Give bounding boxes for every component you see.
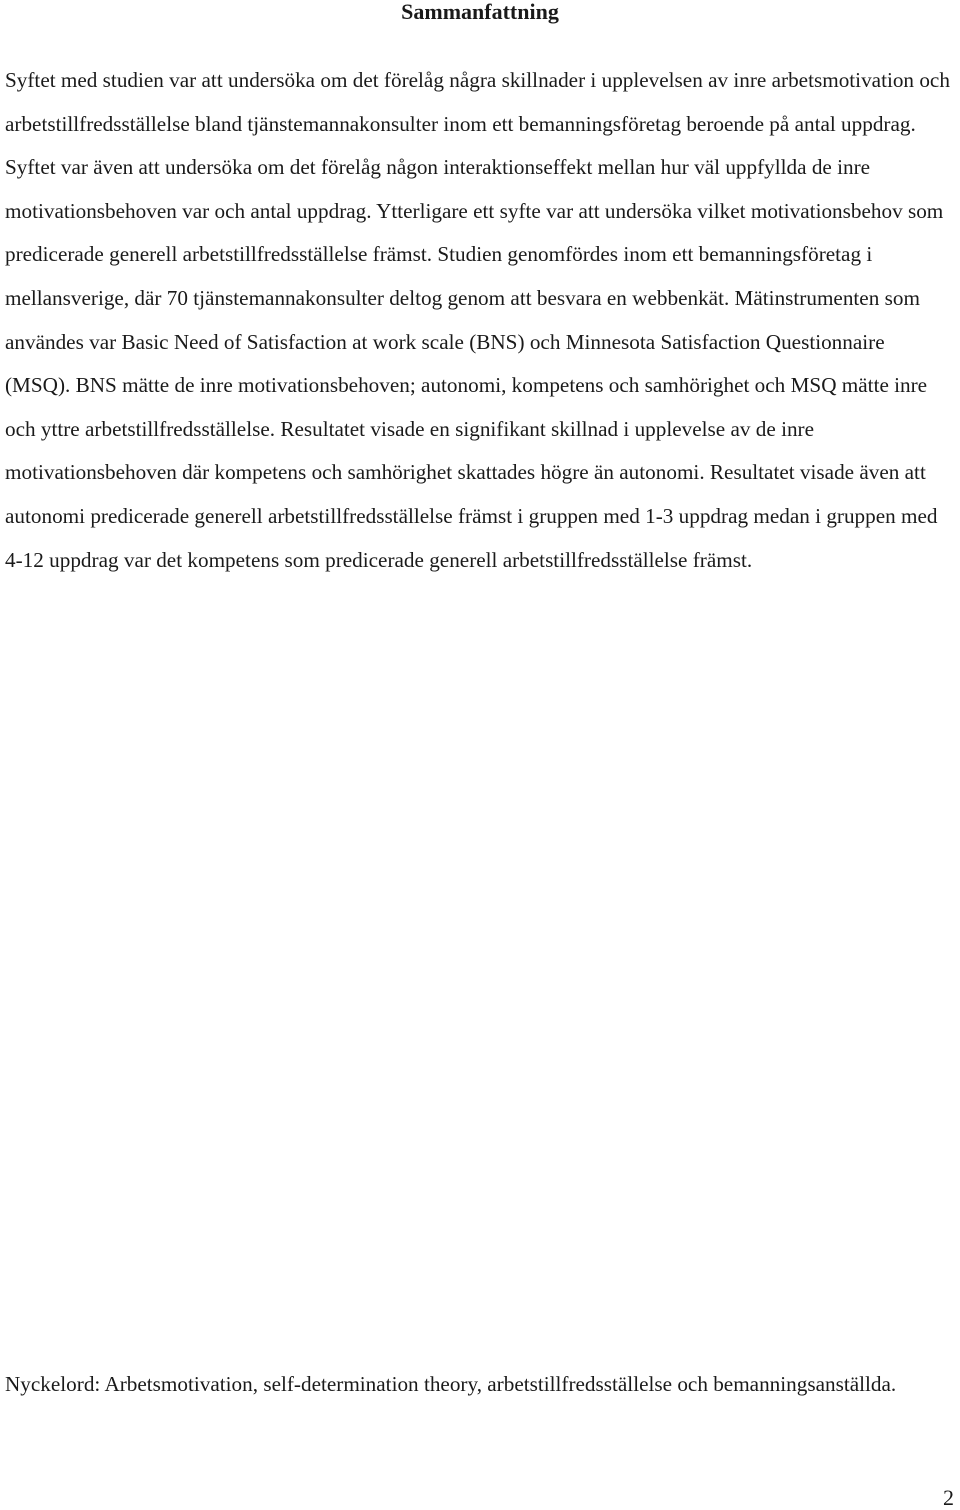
- page-title: Sammanfattning: [401, 0, 559, 24]
- keywords-paragraph: Nyckelord: Arbetsmotivation, self-determination theory, arbetstillfredsställelse och bemanningsanställda.: [5, 1372, 897, 1396]
- abstract-paragraph: Syftet med studien var att undersöka om det förelåg några skillnader i upplevelsen av inre arbetsmotivation och arbetstillfredsställelse bland tjänstemannakonsulter inom ett bemanningsföretag beroende på antal uppdrag. Syftet var även att undersöka om det förelåg någon interaktionseffekt mellan hur väl uppfyllda de inre motivationsbehoven var och antal uppdrag. Ytterligare ett syfte var att undersöka vilket motivationsbehov som predicerade generell arbetstillfredsställelse främst. Studien genomfördes inom ett bemanningsföretag i mellansverige, där 70 tjänstemannakonsulter deltog genom att besvara en webbenkät. Mätinstrumenten som användes var Basic Need of Satisfaction at work scale (BNS) och Minnesota Satisfaction Questionnaire (MSQ). BNS mätte de inre motivationsbehoven; autonomi, kompetens och samhörighet och MSQ mätte inre och yttre arbetstillfredsställelse. Resultatet visade en signifikant skillnad i upplevelse av de inre motivationsbehoven där kompetens och samhörighet skattades högre än autonomi. Resultatet visade även att autonomi predicerade generell arbetstillfredsställelse främst i gruppen med 1-3 uppdrag medan i gruppen med 4-12 uppdrag var det kompetens som predicerade generell arbetstillfredsställelse främst.: [5, 68, 950, 572]
- page-number: 2: [943, 1485, 954, 1510]
